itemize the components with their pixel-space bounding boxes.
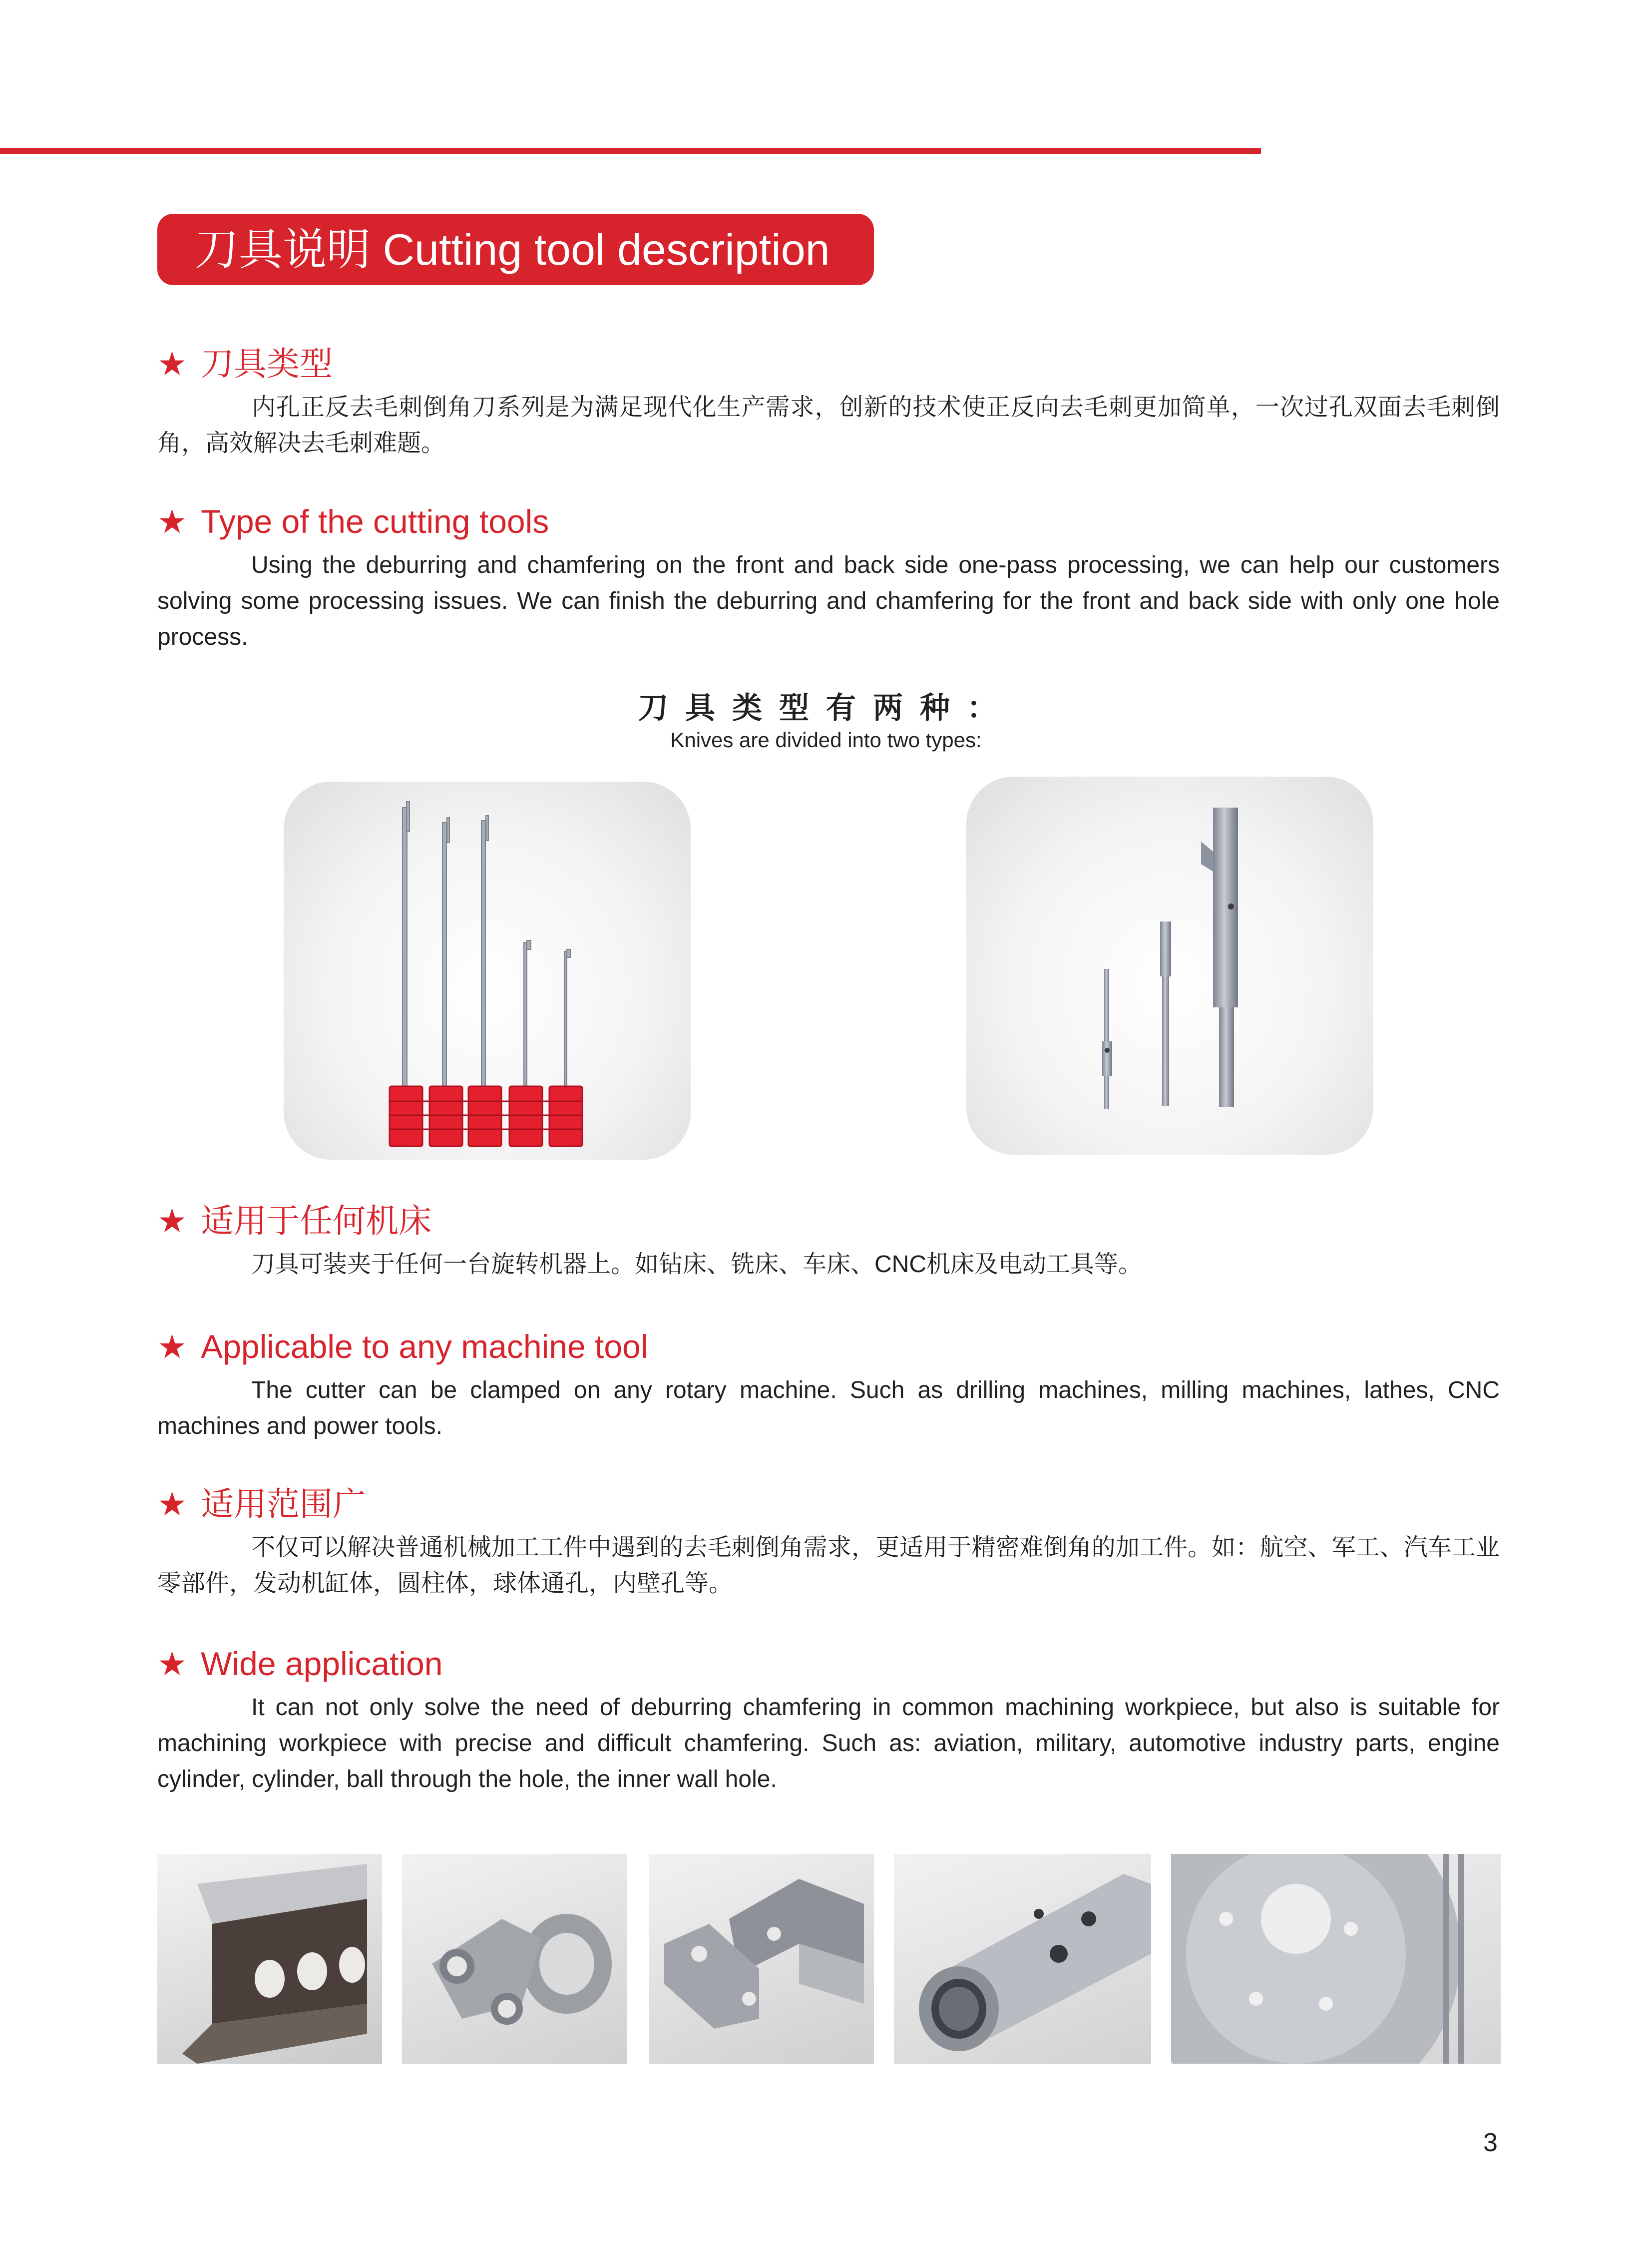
red-handled-deburring-tools-image	[284, 782, 691, 1160]
section-text-wide-en: It can not only solve the need of deburring chamfering in common machining workpiece, but also is suitable for machining workpiece with precise and difficult chamfering. Such as: aviation, military, automotive industry parts, engine cylinder, cylinder, ball through the hole, the inner wall hole.	[157, 1694, 1500, 1793]
shaft-workpiece-image	[894, 1854, 1151, 2064]
yoke-workpiece-image	[402, 1854, 627, 2064]
rail-workpiece-image	[157, 1854, 382, 2064]
section-heading-wide-cn: ★ 适用范围广	[157, 1485, 366, 1522]
steel-deburring-cutters-image	[966, 777, 1373, 1155]
section-text-machine-cn: 刀具可装夹于任何一台旋转机器上。如钻床、铣床、车床、CNC机床及电动工具等。	[251, 1251, 1142, 1278]
tool-types-title: 刀具类型有两种：	[638, 691, 1014, 725]
star-icon: ★	[157, 1202, 187, 1239]
star-icon: ★	[157, 1645, 187, 1682]
star-icon: ★	[157, 503, 187, 540]
section-text-wide-cn: 不仅可以解决普通机械加工工件中遇到的去毛刺倒角需求，更适用于精密难倒角的加工件。如：航空、军工、汽车工业零部件，发动机缸体，圆柱体，球体通孔，内壁孔等。	[157, 1534, 1500, 1597]
brake-disc-workpiece-image	[1171, 1854, 1501, 2064]
star-icon: ★	[157, 1485, 187, 1522]
section-text-tool-type-cn: 内孔正反去毛刺倒角刀系列是为满足现代化生产需求，创新的技术使正反向去毛刺更加简单，一次过孔双面去毛刺倒角，高效解决去毛刺难题。	[157, 394, 1500, 456]
page-title-banner	[157, 214, 874, 285]
top-rule	[0, 148, 1261, 154]
bracket-workpiece-image	[649, 1854, 874, 2064]
page-title: 刀具说明 Cutting tool description	[195, 225, 830, 274]
section-text-tool-type-en: Using the deburring and chamfering on the front and back side one-pass processing, we can help our customers solving some processing issues. We can finish the deburring and chamfering for the front and back side with only one hole process.	[157, 552, 1500, 650]
section-heading-wide-en: ★ Wide application	[157, 1645, 443, 1682]
star-icon: ★	[157, 345, 187, 382]
section-heading-machine-cn: ★ 适用于任何机床	[157, 1202, 432, 1239]
page-number: 3	[1483, 2128, 1498, 2157]
star-icon: ★	[157, 1328, 187, 1365]
tool-types-subtitle: Knives are divided into two types:	[670, 728, 982, 752]
section-heading-tool-type-en: ★ Type of the cutting tools	[157, 503, 549, 540]
section-text-machine-en: The cutter can be clamped on any rotary machine. Such as drilling machines, milling machines, lathes, CNC machines and power tools.	[157, 1377, 1500, 1439]
section-heading-machine-en: ★ Applicable to any machine tool	[157, 1328, 648, 1365]
section-heading-tool-type-cn: ★ 刀具类型	[157, 345, 333, 382]
